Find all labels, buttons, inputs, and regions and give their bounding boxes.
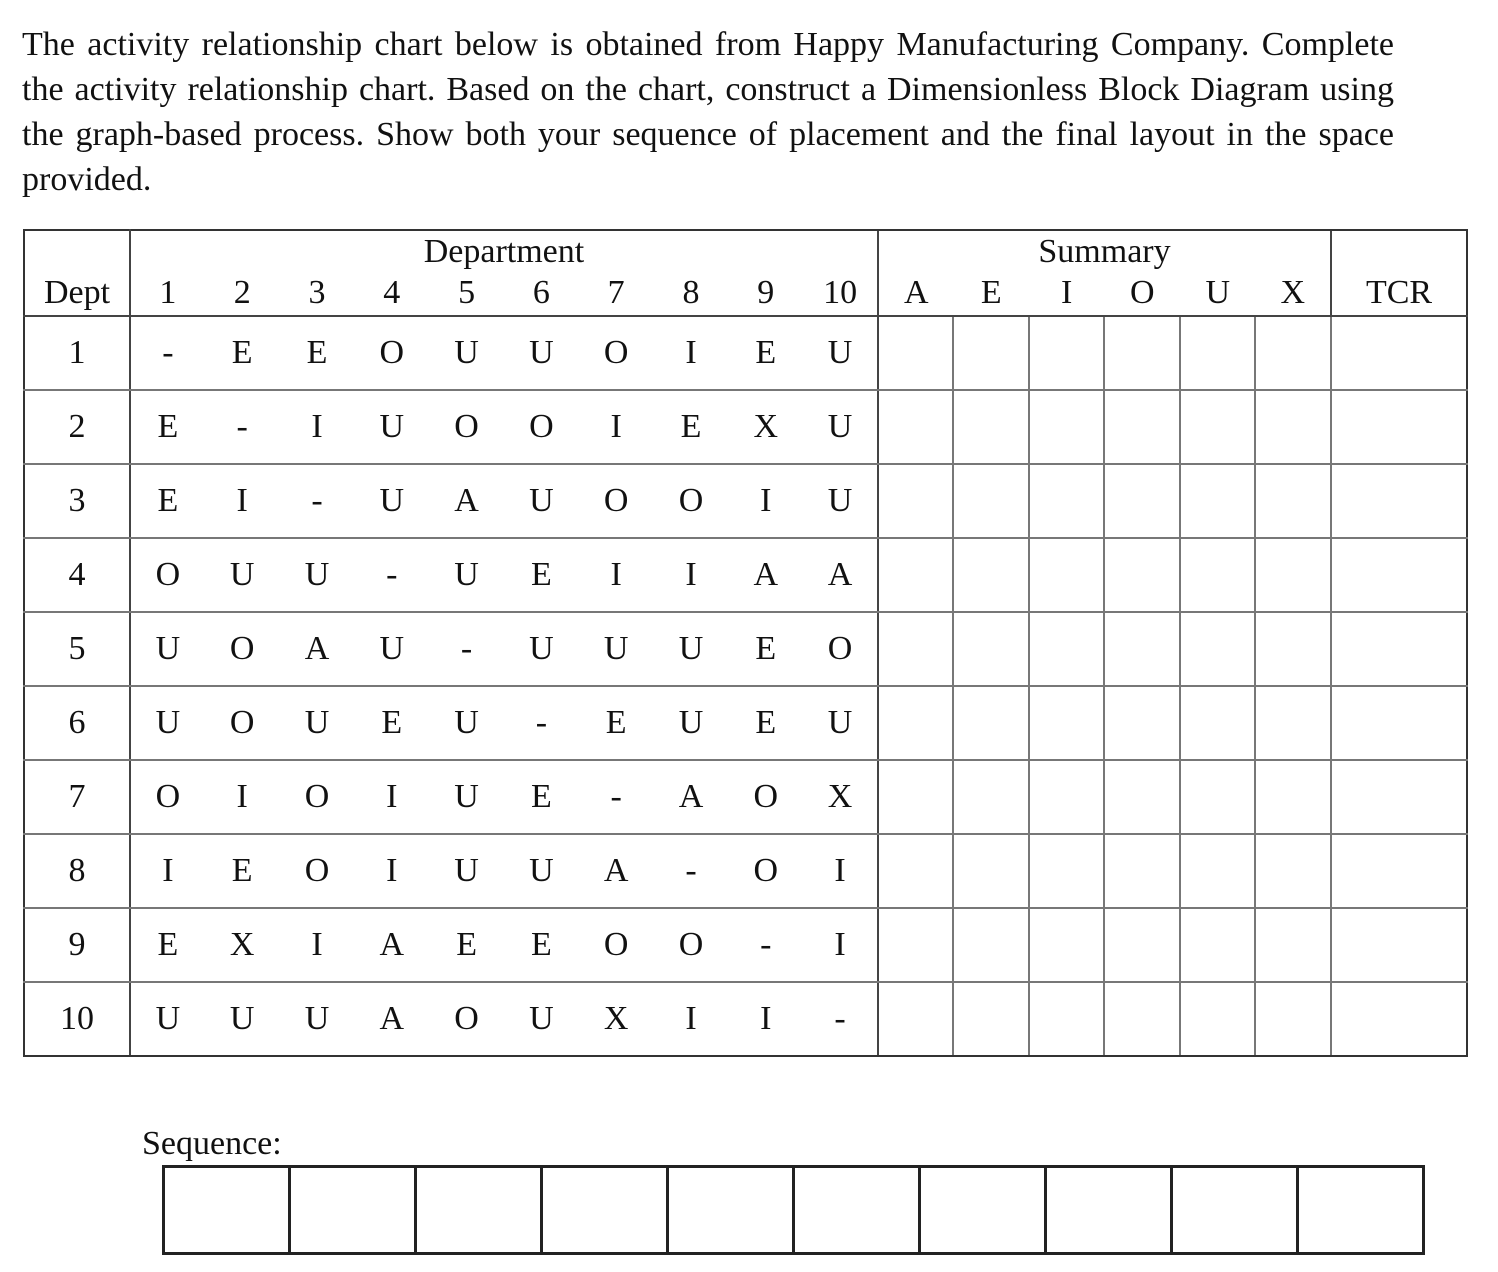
relationship-cell: X <box>803 760 878 834</box>
summary-input-u[interactable] <box>1180 612 1256 686</box>
summary-input-e[interactable] <box>953 982 1029 1056</box>
summary-input-e[interactable] <box>953 538 1029 612</box>
relationship-cell: I <box>803 834 878 908</box>
table-row <box>24 390 1467 464</box>
summary-input-o[interactable] <box>1104 908 1180 982</box>
summary-input-a[interactable] <box>878 316 954 390</box>
sequence-box[interactable] <box>921 1168 1047 1252</box>
relationship-cell: O <box>803 612 878 686</box>
relationship-cell: O <box>280 834 355 908</box>
column-header-6: 6 <box>504 271 579 316</box>
summary-input-a[interactable] <box>878 908 954 982</box>
summary-input-u[interactable] <box>1180 538 1256 612</box>
table-row <box>24 316 1467 390</box>
relationship-cell: U <box>429 316 504 390</box>
summary-input-e[interactable] <box>953 612 1029 686</box>
relationship-cell: U <box>504 316 579 390</box>
summary-input-i[interactable] <box>1029 390 1105 464</box>
sequence-box[interactable] <box>795 1168 921 1252</box>
relationship-cell: - <box>429 612 504 686</box>
tcr-input[interactable] <box>1331 686 1467 760</box>
relationship-cell: O <box>205 612 280 686</box>
summary-input-a[interactable] <box>878 390 954 464</box>
row-dept-label: 10 <box>24 982 130 1056</box>
summary-input-x[interactable] <box>1255 316 1331 390</box>
relationship-cell: I <box>354 760 429 834</box>
summary-input-u[interactable] <box>1180 316 1256 390</box>
summary-input-e[interactable] <box>953 316 1029 390</box>
summary-input-a[interactable] <box>878 686 954 760</box>
relationship-cell: E <box>130 464 205 538</box>
relationship-cell: U <box>429 686 504 760</box>
tcr-header-top <box>1331 230 1467 271</box>
relationship-cell: U <box>803 390 878 464</box>
column-header-7: 7 <box>579 271 654 316</box>
column-header-10: 10 <box>803 271 878 316</box>
column-header-3: 3 <box>280 271 355 316</box>
summary-input-i[interactable] <box>1029 834 1105 908</box>
relationship-cell: U <box>280 982 355 1056</box>
relationship-cell: U <box>504 982 579 1056</box>
relationship-cell: U <box>429 834 504 908</box>
table-row <box>24 908 1467 982</box>
sequence-box[interactable] <box>1047 1168 1173 1252</box>
summary-column-header-u: U <box>1180 271 1256 316</box>
summary-input-i[interactable] <box>1029 760 1105 834</box>
relationship-cell: O <box>579 908 654 982</box>
summary-column-header-o: O <box>1104 271 1180 316</box>
relationship-cell: X <box>205 908 280 982</box>
relationship-cell: O <box>654 464 729 538</box>
relationship-cell: I <box>654 538 729 612</box>
summary-input-i[interactable] <box>1029 538 1105 612</box>
relationship-cell: U <box>504 612 579 686</box>
summary-input-i[interactable] <box>1029 686 1105 760</box>
relationship-cell: E <box>205 834 280 908</box>
relationship-cell: E <box>504 908 579 982</box>
summary-header: Summary <box>878 230 1331 271</box>
relationship-cell: I <box>354 834 429 908</box>
relationship-cell: U <box>504 464 579 538</box>
summary-column-header-e: E <box>953 271 1029 316</box>
table-row <box>24 538 1467 612</box>
summary-input-u[interactable] <box>1180 908 1256 982</box>
summary-input-a[interactable] <box>878 760 954 834</box>
tcr-input[interactable] <box>1331 464 1467 538</box>
relationship-cell: O <box>429 982 504 1056</box>
relationship-cell: E <box>579 686 654 760</box>
column-header-4: 4 <box>354 271 429 316</box>
dept-column-header: Dept <box>24 271 130 316</box>
relationship-cell: E <box>130 390 205 464</box>
relationship-cell: - <box>354 538 429 612</box>
relationship-cell: A <box>429 464 504 538</box>
relationship-cell: U <box>579 612 654 686</box>
summary-input-i[interactable] <box>1029 316 1105 390</box>
relationship-cell: O <box>130 760 205 834</box>
row-dept-label: 3 <box>24 464 130 538</box>
relationship-cell: U <box>504 834 579 908</box>
summary-input-i[interactable] <box>1029 464 1105 538</box>
relationship-cell: U <box>280 686 355 760</box>
column-header-9: 9 <box>728 271 803 316</box>
relationship-cell: U <box>654 686 729 760</box>
summary-input-u[interactable] <box>1180 982 1256 1056</box>
relationship-cell: U <box>803 316 878 390</box>
column-header-1: 1 <box>130 271 205 316</box>
relationship-cell: E <box>504 538 579 612</box>
column-header-2: 2 <box>205 271 280 316</box>
summary-input-a[interactable] <box>878 982 954 1056</box>
tcr-column-header: TCR <box>1331 271 1467 316</box>
relationship-cell: E <box>728 686 803 760</box>
summary-input-u[interactable] <box>1180 834 1256 908</box>
relationship-cell: X <box>579 982 654 1056</box>
relationship-cell: A <box>280 612 355 686</box>
sequence-box[interactable] <box>291 1168 417 1252</box>
relationship-cell: U <box>130 686 205 760</box>
sequence-box[interactable] <box>417 1168 543 1252</box>
relationship-cell: A <box>354 908 429 982</box>
tcr-input[interactable] <box>1331 760 1467 834</box>
sequence-box[interactable] <box>1299 1168 1422 1252</box>
summary-input-e[interactable] <box>953 464 1029 538</box>
relationship-cell: - <box>205 390 280 464</box>
corner-blank <box>24 230 130 271</box>
relationship-cell: U <box>280 538 355 612</box>
relationship-cell: O <box>579 464 654 538</box>
relationship-cell: E <box>504 760 579 834</box>
relationship-cell: E <box>654 390 729 464</box>
relationship-cell: I <box>654 316 729 390</box>
summary-input-o[interactable] <box>1104 538 1180 612</box>
relationship-cell: I <box>728 982 803 1056</box>
summary-input-x[interactable] <box>1255 390 1331 464</box>
summary-input-o[interactable] <box>1104 686 1180 760</box>
relationship-cell: O <box>728 760 803 834</box>
summary-input-a[interactable] <box>878 464 954 538</box>
relationship-cell: I <box>205 760 280 834</box>
sequence-box[interactable] <box>669 1168 795 1252</box>
summary-input-e[interactable] <box>953 908 1029 982</box>
summary-input-i[interactable] <box>1029 908 1105 982</box>
relationship-cell: - <box>803 982 878 1056</box>
summary-input-o[interactable] <box>1104 464 1180 538</box>
relationship-cell: I <box>579 538 654 612</box>
table-row <box>24 464 1467 538</box>
relationship-cell: O <box>504 390 579 464</box>
tcr-input[interactable] <box>1331 834 1467 908</box>
summary-input-e[interactable] <box>953 834 1029 908</box>
relationship-cell: I <box>280 908 355 982</box>
relationship-cell: X <box>728 390 803 464</box>
relationship-cell: O <box>728 834 803 908</box>
relationship-cell: U <box>429 538 504 612</box>
relationship-cell: A <box>579 834 654 908</box>
table-row <box>24 612 1467 686</box>
relationship-cell: - <box>130 316 205 390</box>
summary-input-x[interactable] <box>1255 760 1331 834</box>
summary-input-x[interactable] <box>1255 834 1331 908</box>
summary-column-header-i: I <box>1029 271 1105 316</box>
summary-column-header-a: A <box>878 271 954 316</box>
relationship-cell: O <box>130 538 205 612</box>
table-row <box>24 760 1467 834</box>
relationship-cell: I <box>280 390 355 464</box>
row-dept-label: 7 <box>24 760 130 834</box>
table-row <box>24 834 1467 908</box>
summary-input-a[interactable] <box>878 612 954 686</box>
tcr-input[interactable] <box>1331 390 1467 464</box>
relationship-cell: - <box>280 464 355 538</box>
summary-input-a[interactable] <box>878 834 954 908</box>
relationship-cell: O <box>280 760 355 834</box>
tcr-input[interactable] <box>1331 908 1467 982</box>
relationship-cell: - <box>504 686 579 760</box>
tcr-input[interactable] <box>1331 538 1467 612</box>
relationship-cell: O <box>654 908 729 982</box>
tcr-input[interactable] <box>1331 982 1467 1056</box>
question-text: The activity relationship chart below is obtained from Happy Manufacturing Company. Complete the activity relationship chart. Based on the chart, construct a Dimensionless Block Diagram using the graph-based process. Show both your sequence of placement and the final layout in the space provided. <box>22 26 1394 198</box>
relationship-cell: O <box>579 316 654 390</box>
tcr-input[interactable] <box>1331 612 1467 686</box>
relationship-cell: - <box>728 908 803 982</box>
relationship-cell: O <box>205 686 280 760</box>
column-header-5: 5 <box>429 271 504 316</box>
sequence-box[interactable] <box>165 1168 291 1252</box>
relationship-cell: U <box>803 464 878 538</box>
summary-input-o[interactable] <box>1104 316 1180 390</box>
summary-input-x[interactable] <box>1255 464 1331 538</box>
relationship-cell: U <box>130 982 205 1056</box>
summary-input-i[interactable] <box>1029 982 1105 1056</box>
summary-input-i[interactable] <box>1029 612 1105 686</box>
summary-input-u[interactable] <box>1180 686 1256 760</box>
relationship-cell: U <box>654 612 729 686</box>
sequence-label: Sequence: <box>142 1125 282 1162</box>
department-header: Department <box>130 230 878 271</box>
summary-input-u[interactable] <box>1180 464 1256 538</box>
row-dept-label: 6 <box>24 686 130 760</box>
summary-column-header-x: X <box>1255 271 1331 316</box>
column-header-8: 8 <box>654 271 729 316</box>
summary-input-o[interactable] <box>1104 390 1180 464</box>
table-row <box>24 982 1467 1056</box>
summary-input-x[interactable] <box>1255 538 1331 612</box>
relationship-cell: I <box>579 390 654 464</box>
summary-input-e[interactable] <box>953 760 1029 834</box>
relationship-cell: A <box>354 982 429 1056</box>
relationship-cell: O <box>429 390 504 464</box>
summary-input-o[interactable] <box>1104 612 1180 686</box>
relationship-cell: E <box>280 316 355 390</box>
relationship-cell: E <box>354 686 429 760</box>
summary-input-a[interactable] <box>878 538 954 612</box>
relationship-cell: U <box>130 612 205 686</box>
relationship-cell: O <box>354 316 429 390</box>
relationship-cell: U <box>803 686 878 760</box>
relationship-cell: E <box>205 316 280 390</box>
relationship-cell: U <box>354 390 429 464</box>
relationship-cell: A <box>728 538 803 612</box>
row-dept-label: 2 <box>24 390 130 464</box>
relationship-cell: A <box>654 760 729 834</box>
summary-input-e[interactable] <box>953 686 1029 760</box>
relationship-cell: I <box>654 982 729 1056</box>
relationship-cell: U <box>205 982 280 1056</box>
row-dept-label: 4 <box>24 538 130 612</box>
relationship-cell: I <box>803 908 878 982</box>
summary-input-u[interactable] <box>1180 760 1256 834</box>
activity-relationship-chart <box>23 229 1468 1057</box>
summary-input-e[interactable] <box>953 390 1029 464</box>
sequence-box[interactable] <box>1173 1168 1299 1252</box>
row-dept-label: 1 <box>24 316 130 390</box>
row-dept-label: 9 <box>24 908 130 982</box>
summary-input-o[interactable] <box>1104 982 1180 1056</box>
sequence-boxes <box>162 1165 1425 1255</box>
row-dept-label: 5 <box>24 612 130 686</box>
relationship-cell: I <box>130 834 205 908</box>
relationship-cell: A <box>803 538 878 612</box>
relationship-cell: - <box>579 760 654 834</box>
summary-input-u[interactable] <box>1180 390 1256 464</box>
relationship-cell: U <box>354 464 429 538</box>
relationship-cell: E <box>728 316 803 390</box>
summary-input-x[interactable] <box>1255 908 1331 982</box>
relationship-cell: I <box>728 464 803 538</box>
tcr-input[interactable] <box>1331 316 1467 390</box>
relationship-cell: I <box>205 464 280 538</box>
relationship-cell: E <box>130 908 205 982</box>
summary-input-x[interactable] <box>1255 686 1331 760</box>
relationship-cell: U <box>429 760 504 834</box>
relationship-cell: U <box>205 538 280 612</box>
summary-input-o[interactable] <box>1104 834 1180 908</box>
relationship-cell: - <box>654 834 729 908</box>
summary-input-o[interactable] <box>1104 760 1180 834</box>
relationship-cell: E <box>728 612 803 686</box>
relationship-cell: E <box>429 908 504 982</box>
summary-input-x[interactable] <box>1255 612 1331 686</box>
sequence-box[interactable] <box>543 1168 669 1252</box>
table-row <box>24 686 1467 760</box>
summary-input-x[interactable] <box>1255 982 1331 1056</box>
row-dept-label: 8 <box>24 834 130 908</box>
relationship-cell: U <box>354 612 429 686</box>
